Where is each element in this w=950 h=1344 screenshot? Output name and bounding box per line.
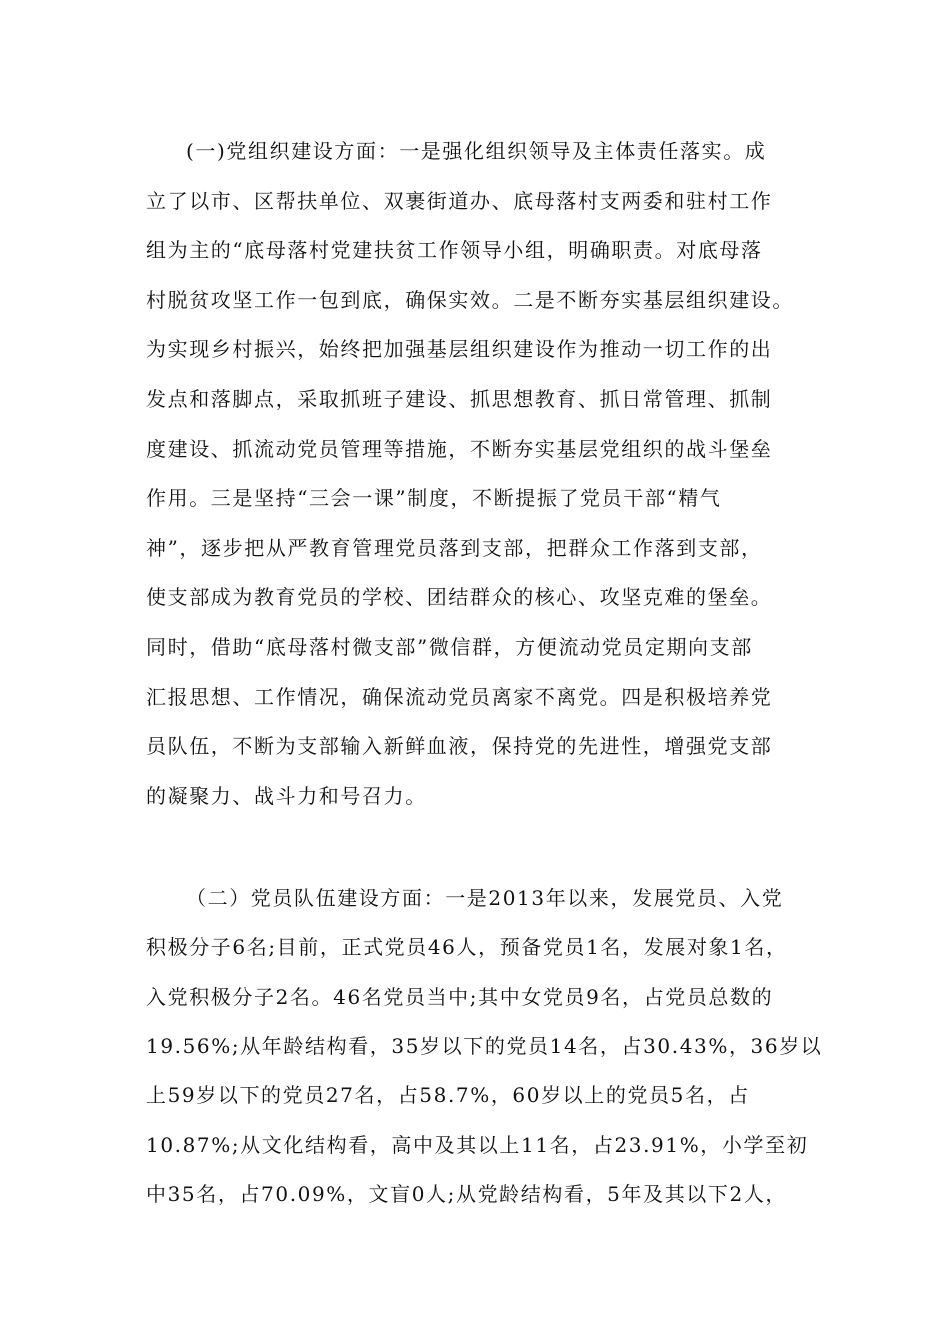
text-line: 汇报思想、工作情况，确保流动党员离家不离党。四是积极培养党 (146, 684, 773, 709)
text-line: 神”，逐步把从严教育管理党员落到支部，把群众工作落到支部， (146, 535, 763, 560)
text-line: 入党积极分子2名。46名党员当中;其中女党员9名，占党员总数的 (146, 984, 774, 1009)
text-line: 上59岁以下的党员27名，占58.7%，60岁以上的党员5名，占 (146, 1083, 750, 1108)
text-line: 同时，借助“底母落村微支部”微信群，方便流动党员定期向支部 (146, 635, 753, 659)
text-line: 的凝聚力、战斗力和号召力。 (146, 783, 427, 808)
text-line: 组为主的“底母落村党建扶贫工作领导小组，明确职责。对底母落 (146, 238, 763, 263)
text-line: 发点和落脚点，采取抓班子建设、抓思想教育、抓日常管理、抓制 (146, 387, 773, 411)
text-line: 立了以市、区帮扶单位、双裹街道办、底母落村支两委和驻村工作 (146, 188, 773, 213)
text-line: 度建设、抓流动党员管理等措施，不断夯实基层党组织的战斗堡垒 (146, 436, 773, 461)
text-line: （二）党员队伍建设方面：一是2013年以来，发展党员、入党 (186, 886, 784, 910)
text-line: 为实现乡村振兴，始终把加强基层组织建设作为推动一切工作的出 (146, 337, 773, 362)
text-line: 积极分子6名;目前，正式党员46人，预备党员1名，发展对象1名， (146, 935, 788, 960)
text-line: 作用。三是坚持“三会一课”制度，不断提振了党员干部“精气 (146, 486, 722, 511)
text-line: 中35名，占70.09%，文盲0人;从党龄结构看，5年及其以下2人， (146, 1181, 788, 1206)
text-line: 员队伍，不断为支部输入新鲜血液，保持党的先进性，增强党支部 (146, 734, 773, 759)
text-line: 19.56%;从年龄结构看，35岁以下的党员14名，占30.43%，36岁以 (146, 1033, 823, 1058)
text-line: 使支部成为教育党员的学校、团结群众的核心、攻坚克难的堡垒。 (146, 585, 773, 610)
text-line: 村脱贫攻坚工作一包到底，确保实效。二是不断夯实基层组织建设。 (146, 287, 794, 312)
text-line: 10.87%;从文化结构看，高中及其以上11名，占23.91%，小学至初 (146, 1132, 809, 1157)
text-line: (一)党组织建设方面：一是强化组织领导及主体责任落实。成 (186, 139, 767, 163)
